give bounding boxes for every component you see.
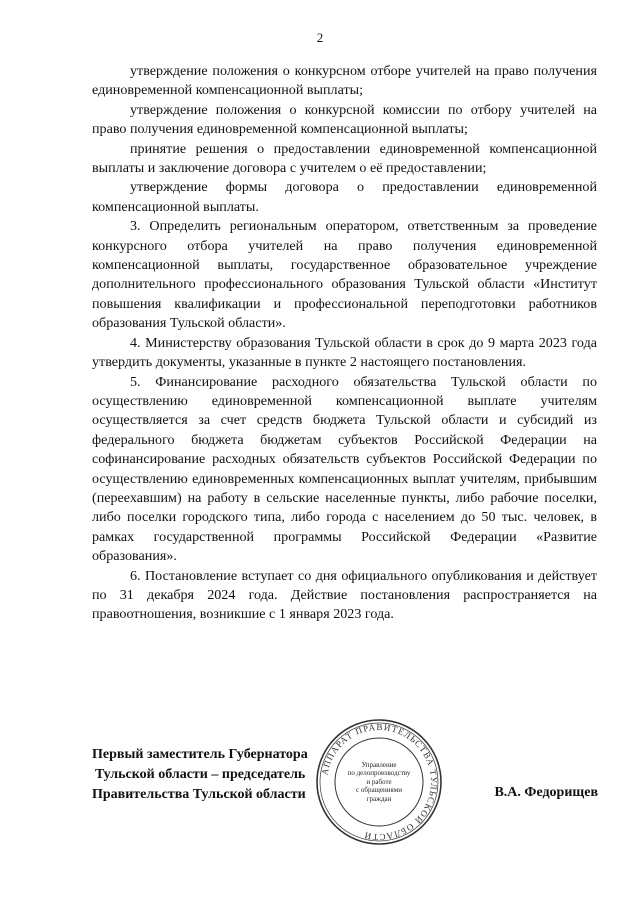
- document-body: [92, 62, 597, 625]
- seal-center-text: [341, 743, 417, 821]
- paragraph: принятие решения о предоставлении единовременной компенсационной выплаты и заключение договора с учителем о её предоставлении;: [92, 140, 597, 177]
- paragraph: 5. Финансирование расходного обязательства Тульской области по осуществлению единовременной компенсационной выплате учителям осуществляется за счет средств бюджета Тульской области и субсидий из федерального бюджета бюджетам субъектов Российской Федерации на софинансирование расходных обязательств субъектов Российской Федерации по осуществлению единовременных компенсационных выплат учителям, прибывшим (переехавшим) на работу в сельские населенные пункты, либо рабочие поселки, либо поселки городского типа, либо города с населением до 50 тыс. человек, в рамках государственной программы Российской Федерации «Развитие образования».: [92, 373, 597, 565]
- seal-ring-text: АППАРАТ ПРАВИТЕЛЬСТВА ТУЛЬСКОЙ ОБЛАСТИ: [319, 721, 440, 843]
- signatory-title-line: Правительства Тульской области: [92, 786, 306, 802]
- paragraph: 3. Определить региональным оператором, ответственным за проведение конкурсного отбора учителей на право получения единовременной компенсационной выплаты, государственное образовательное учреждение дополнительного профессионального образования Тульской области «Институт повышения квалификации и профессиональной переподготовки работников образования Тульской области».: [92, 218, 597, 332]
- paragraph: 6. Постановление вступает со дня официального опубликования и действует по 31 декабря 2024 года. Действие постановления распространяется на правоотношения, возникшие с 1 января 2023 года.: [92, 567, 597, 623]
- seal-center-line: с обращениями: [356, 786, 402, 795]
- signatory-title-line: Первый заместитель Губернатора: [92, 747, 308, 762]
- paragraph: утверждение положения о конкурсной комиссии по отбору учителей на право получения единовременной компенсационной выплаты;: [92, 101, 597, 138]
- signatory-name: В.А. Федорищев: [494, 785, 598, 800]
- paragraph: 4. Министерству образования Тульской области в срок до 9 марта 2023 года утвердить документы, указанные в пункте 2 настоящего постановления.: [92, 334, 597, 371]
- official-seal-stamp: [314, 717, 444, 847]
- seal-center-line: Управление: [361, 760, 397, 769]
- seal-center-line: по делопроизводству: [347, 769, 411, 778]
- signatory-title-line: Тульской области – председатель: [95, 766, 306, 782]
- paragraph: утверждение формы договора о предоставлении единовременной компенсационной выплаты.: [92, 179, 597, 215]
- seal-center-line: граждан: [366, 794, 392, 803]
- seal-center-line: и работе: [366, 777, 392, 786]
- paragraph: утверждение положения о конкурсном отборе учителей на право получения единовременной компенсационной выплаты;: [92, 63, 597, 99]
- page-number: 2: [316, 30, 324, 45]
